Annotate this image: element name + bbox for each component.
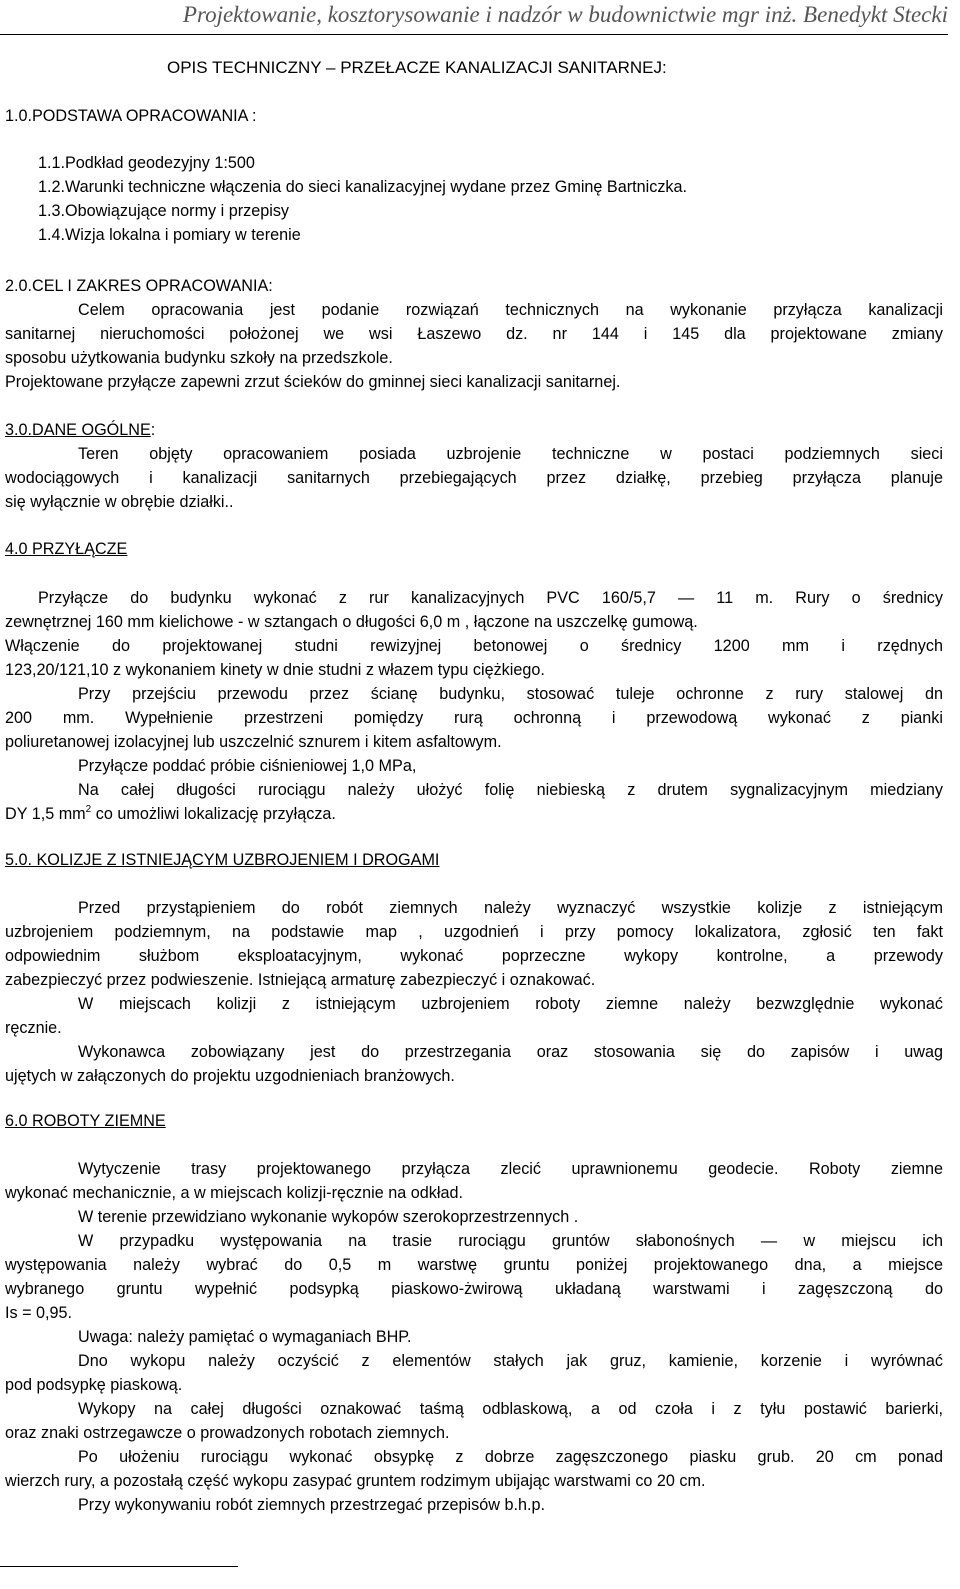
paragraph-line: W miejscach kolizji z istniejącym uzbrojeniem roboty ziemne należy bezwzględnie wykonać: [78, 995, 943, 1013]
paragraph-line: Na całej długości rurociągu należy ułożyć folię niebieską z drutem sygnalizacyjnym miedziany: [78, 781, 943, 799]
section-6-heading: 6.0 ROBOTY ZIEMNE: [5, 1112, 166, 1130]
section-6-body: [5, 1157, 943, 1517]
paragraph-line: zabezpieczyć przez podwieszenie. Istniejącą armaturę zabezpieczyć i oznakować.: [5, 971, 596, 989]
paragraph-line: odpowiednim służbom eksploatacyjnym, wykonać poprzeczne wykopy kontrolne, a przewody: [5, 947, 943, 965]
section-5: [5, 848, 943, 872]
section-5-heading: 5.0. KOLIZJE Z ISTNIEJĄCYM UZBROJENIEM I DROGAMI: [5, 851, 440, 869]
paragraph-line: Teren objęty opracowaniem posiada uzbrojenie techniczne w postaci podziemnych sieci: [78, 445, 943, 463]
section-1-heading: 1.0.PODSTAWA OPRACOWANIA :: [5, 107, 257, 125]
dy-text: DY 1,5 mm: [5, 805, 86, 823]
section-6: [5, 1109, 943, 1133]
footer-rule: [0, 1566, 238, 1567]
list-item: 1.1.Podkład geodezyjny 1:500: [38, 154, 255, 172]
section-4: [5, 537, 943, 561]
paragraph-line: Wykopy na całej długości oznakować taśmą odblaskową, a od czoła i z tyłu postawić barierki,: [78, 1400, 943, 1418]
paragraph-line: Włączenie do projektowanej studni rewizyjnej betonowej o średnicy 1200 mm i rzędnych: [5, 637, 943, 655]
paragraph-line: wodociągowych i kanalizacji sanitarnych przebiegających przez działkę, przebieg przyłącza planuje: [5, 469, 943, 487]
paragraph-line: zewnętrznej 160 mm kielichowe - w sztangach o długości 6,0 m , łączone na uszczelkę gumową.: [5, 613, 698, 631]
paragraph-line: Wytyczenie trasy projektowanego przyłącza zlecić uprawnionemu geodecie. Roboty ziemne: [78, 1160, 943, 1178]
paragraph-line: ujętych w załączonych do projektu uzgodnieniach branżowych.: [5, 1067, 455, 1085]
paragraph-line: Przyłącze do budynku wykonać z rur kanalizacyjnych PVC 160/5,7 — 11 m. Rury o średnicy: [38, 589, 943, 607]
paragraph-line: Przy przejściu przewodu przez ścianę budynku, stosować tuleje ochronne z rury stalowej dn: [78, 685, 943, 703]
header-rule: [0, 34, 948, 35]
paragraph-line: W przypadku występowania na trasie rurociągu gruntów słabonośnych — w miejscu ich: [78, 1232, 943, 1250]
paragraph-line: Przy wykonywaniu robót ziemnych przestrzegać przepisów b.h.p.: [78, 1496, 545, 1514]
paragraph-line: 123,20/121,10 z wykonaniem kinety w dnie studni z włazem typu ciężkiego.: [5, 661, 545, 679]
paragraph-line: występowania należy wybrać do 0,5 m warstwę gruntu poniżej projektowanego dna, a miejsce: [5, 1256, 943, 1274]
paragraph-line: W terenie przewidziano wykonanie wykopów szerokoprzestrzennych .: [78, 1208, 579, 1226]
paragraph-line: Po ułożeniu rurociągu wykonać obsypkę z dobrze zagęszczonego piasku grub. 20 cm ponad: [78, 1448, 943, 1466]
paragraph-line: Uwaga: należy pamiętać o wymaganiach BHP.: [78, 1328, 412, 1346]
section-3-heading-line: [5, 418, 943, 442]
section-3: [5, 418, 943, 514]
paragraph-line: wierzch rury, a pozostałą część wykopu zasypać gruntem rodzimym ubijając warstwami co 20 cm.: [5, 1472, 706, 1490]
list-item: 1.2.Warunki techniczne włączenia do sieci kanalizacyjnej wydane przez Gminę Bartniczka.: [38, 178, 688, 196]
paragraph-line: Przed przystąpieniem do robót ziemnych należy wyznaczyć wszystkie kolizje z istniejącym: [78, 899, 943, 917]
page-header: Projektowanie, kosztorysowanie i nadzór w budownictwie mgr inż. Benedykt Stecki: [182, 2, 948, 27]
list-item: 1.3.Obowiązujące normy i przepisy: [38, 202, 290, 220]
paragraph-line: pod podsypkę piaskową.: [5, 1376, 183, 1394]
section-1: [5, 104, 943, 128]
dy-text-rest: co umożliwi lokalizację przyłącza.: [91, 805, 336, 823]
section-1-list: [5, 151, 943, 247]
section-4-heading: 4.0 PRZYŁĄCZE: [5, 540, 128, 558]
paragraph-line: Is = 0,95.: [5, 1304, 73, 1322]
paragraph-line: Przyłącze poddać próbie ciśnieniowej 1,0 MPa,: [78, 757, 417, 775]
paragraph-line: się wyłącznie w obrębie działki..: [5, 493, 234, 511]
section-3-heading: 3.0.DANE OGÓLNE: [5, 421, 151, 439]
paragraph-line: Wykonawca zobowiązany jest do przestrzegania oraz stosowania się do zapisów i uwag: [78, 1043, 943, 1061]
section-5-body: [5, 896, 943, 1088]
paragraph-line: 200 mm. Wypełnienie przestrzeni pomiędzy rurą ochronną i przewodową wykonać z pianki: [5, 709, 943, 727]
paragraph-line: Celem opracowania jest podanie rozwiązań technicznych na wykonanie przyłącza kanalizacji: [78, 301, 943, 319]
paragraph-line: ręcznie.: [5, 1019, 62, 1037]
paragraph-line: sposobu użytkowania budynku szkoły na przedszkole.: [5, 349, 393, 367]
paragraph-line: poliuretanowej izolacyjnej lub uszczelnić sznurem i kitem asfaltowym.: [5, 733, 502, 751]
list-item: 1.4.Wizja lokalna i pomiary w terenie: [38, 226, 301, 244]
section-2: [5, 274, 943, 394]
superscript-2: 2: [85, 804, 92, 815]
document-title: OPIS TECHNICZNY – PRZEŁACZE KANALIZACJI SANITARNEJ:: [167, 58, 667, 77]
section-4-body: [5, 586, 943, 826]
paragraph-line: wybranego gruntu wypełnić podsypką piaskowo-żwirową układaną warstwami i zagęszczoną do: [5, 1280, 943, 1298]
paragraph-line: Projektowane przyłącze zapewni zrzut ścieków do gminnej sieci kanalizacji sanitarnej.: [5, 373, 621, 391]
paragraph-line: sanitarnej nieruchomości położonej we wsi Łaszewo dz. nr 144 i 145 dla projektowane zmiany: [5, 325, 943, 343]
section-2-heading: 2.0.CEL I ZAKRES OPRACOWANIA:: [5, 277, 273, 295]
paragraph-line: wykonać mechanicznie, a w miejscach kolizji-ręcznie na odkład.: [5, 1184, 463, 1202]
paragraph-line: Dno wykopu należy oczyścić z elementów stałych jak gruz, kamienie, korzenie i wyrównać: [78, 1352, 943, 1370]
paragraph-line: oraz znaki ostrzegawcze o prowadzonych robotach ziemnych.: [5, 1424, 450, 1442]
paragraph-line-dy: [5, 802, 943, 826]
section-3-colon: :: [150, 421, 156, 439]
paragraph-line: uzbrojeniem podziemnym, na podstawie map , uzgodnień i przy pomocy lokalizatora, zgłosić ten fakt: [5, 923, 943, 941]
